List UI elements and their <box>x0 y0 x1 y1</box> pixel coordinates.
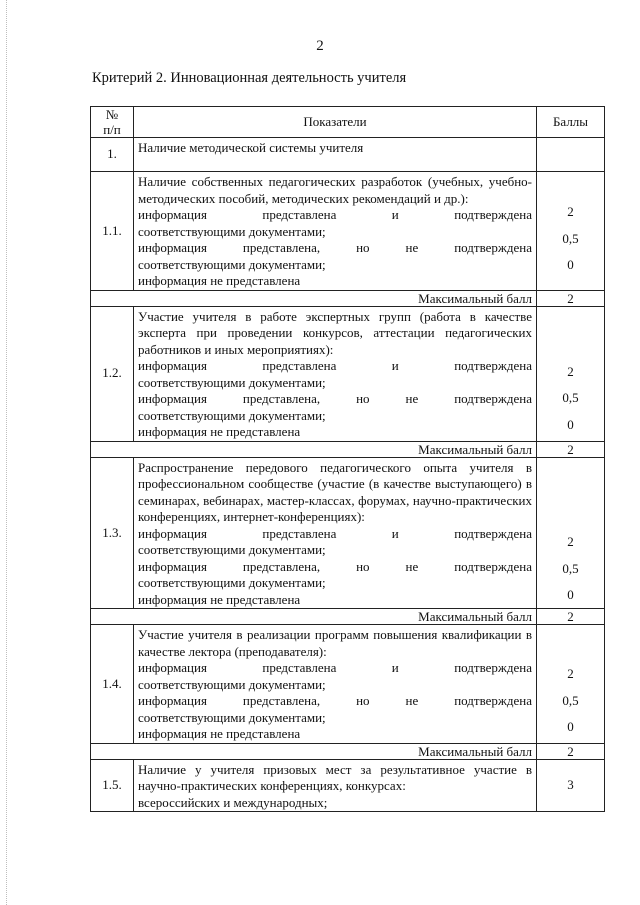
row-number: 1. <box>91 138 134 172</box>
points-unconfirmed: 0,5 <box>562 230 579 246</box>
points-confirmed: 2 <box>567 534 574 549</box>
option-unconfirmed-line1: информация представлена, но не подтверждена <box>138 558 532 574</box>
points-unconfirmed: 0,5 <box>562 560 579 576</box>
max-score-row <box>91 290 605 306</box>
max-score-value: 2 <box>537 441 605 457</box>
table-row-1-5 <box>91 759 605 812</box>
row-number: 1.4. <box>91 625 134 744</box>
option-unconfirmed-line2: соответствующими документами; <box>138 575 326 590</box>
row-number: 1.2. <box>91 306 134 441</box>
row-indicator-text <box>134 172 537 291</box>
option-confirmed-line1: информация представлена и подтверждена <box>138 207 532 222</box>
max-score-label: Максимальный балл <box>91 609 537 625</box>
scan-edge-marks <box>6 0 9 905</box>
row-intro: Участие учителя в реализации программ повышения квалификации в качестве лектора (преподавателя): <box>138 627 532 659</box>
max-score-value: 2 <box>537 743 605 759</box>
option-not-provided: информация не представлена <box>138 726 301 741</box>
option-unconfirmed-line1: информация представлена, но не подтверждена <box>138 240 532 255</box>
table-row-1-1 <box>91 172 605 291</box>
option-unconfirmed-line1: информация представлена, но не подтверждена <box>138 391 532 406</box>
table-header-row <box>91 107 605 138</box>
page-number: 2 <box>316 38 324 54</box>
table-row-1-4 <box>91 625 605 744</box>
column-header-number-line2: п/п <box>103 122 121 137</box>
max-score-value: 2 <box>537 609 605 625</box>
column-header-number <box>91 107 134 138</box>
option-confirmed-line2: соответствующими документами; <box>138 676 326 692</box>
column-header-points: Баллы <box>537 107 605 138</box>
row-points <box>537 759 605 812</box>
option-unconfirmed-line2: соответствующими документами; <box>138 709 326 725</box>
max-score-value: 2 <box>537 290 605 306</box>
points-confirmed: 2 <box>567 363 574 379</box>
option-not-provided: информация не представлена <box>138 424 301 439</box>
criteria-table <box>90 106 605 812</box>
option-confirmed-line2: соответствующими документами; <box>138 374 326 390</box>
max-score-label: Максимальный балл <box>91 743 537 759</box>
max-score-row <box>91 743 605 759</box>
option-not-provided: информация не представлена <box>138 273 301 288</box>
row-indicator-text <box>134 625 537 744</box>
row-points <box>537 172 605 291</box>
max-score-row <box>91 441 605 457</box>
points-not-provided: 0 <box>567 719 574 734</box>
option-confirmed-line1: информация представлена и подтверждена <box>138 358 532 373</box>
row-indicator-text <box>134 306 537 441</box>
option-unconfirmed-line2: соответствующими документами; <box>138 256 326 272</box>
row-intro: Распространение передового педагогического опыта учителя в профессиональном сообществе (участие (в качестве выступающего) в семинарах, вебинарах, мастер-классах, форумах, научно-практических конференциях, интернет-конференциях): <box>138 459 532 524</box>
row-indicator-text <box>134 759 537 812</box>
points-not-provided: 0 <box>567 257 574 272</box>
points-confirmed: 2 <box>567 204 574 219</box>
row-indicator-text: Наличие методической системы учителя <box>134 138 537 172</box>
row-number: 1.3. <box>91 457 134 609</box>
table-row-1 <box>91 138 605 172</box>
max-score-label: Максимальный балл <box>91 441 537 457</box>
option-confirmed-line1: информация представлена и подтверждена <box>138 525 532 541</box>
option-confirmed-line1: информация представлена и подтверждена <box>138 660 532 675</box>
row-points <box>537 306 605 441</box>
max-score-row <box>91 609 605 625</box>
column-header-indicators: Показатели <box>134 107 537 138</box>
table-row-1-3 <box>91 457 605 609</box>
table-row-1-2 <box>91 306 605 441</box>
row-number: 1.5. <box>91 759 134 812</box>
row-points <box>537 457 605 609</box>
option-confirmed-line2: соответствующими документами; <box>138 223 326 239</box>
option-confirmed-line2: соответствующими документами; <box>138 542 326 557</box>
column-header-number-line1: № <box>105 107 119 122</box>
row-intro: Участие учителя в работе экспертных групп (работа в качестве эксперта при проведении конкурсов, аттестации педагогических работников и иных мероприятиях): <box>138 308 532 357</box>
max-score-label: Максимальный балл <box>91 290 537 306</box>
row-intro: Наличие у учителя призовых мест за результативное участие в научно-практических конференциях, конкурсах: <box>138 761 532 793</box>
row-number: 1.1. <box>91 172 134 291</box>
points-all-russian-international: 3 <box>567 777 574 792</box>
row-points <box>537 138 605 172</box>
points-not-provided: 0 <box>567 416 574 432</box>
option-all-russian-international: всероссийских и международных; <box>138 794 328 810</box>
points-unconfirmed: 0,5 <box>562 692 579 708</box>
criterion-heading: Критерий 2. Инновационная деятельность учителя <box>92 70 407 86</box>
points-confirmed: 2 <box>567 666 574 681</box>
row-intro: Наличие собственных педагогических разработок (учебных, учебно-методических пособий, методических рекомендаций и др.): <box>138 174 532 206</box>
row-indicator-text <box>134 457 537 609</box>
points-unconfirmed: 0,5 <box>562 390 579 406</box>
option-not-provided: информация не представлена <box>138 591 301 607</box>
row-points <box>537 625 605 744</box>
option-unconfirmed-line2: соответствующими документами; <box>138 407 326 423</box>
option-unconfirmed-line1: информация представлена, но не подтверждена <box>138 693 532 708</box>
points-not-provided: 0 <box>567 587 574 602</box>
